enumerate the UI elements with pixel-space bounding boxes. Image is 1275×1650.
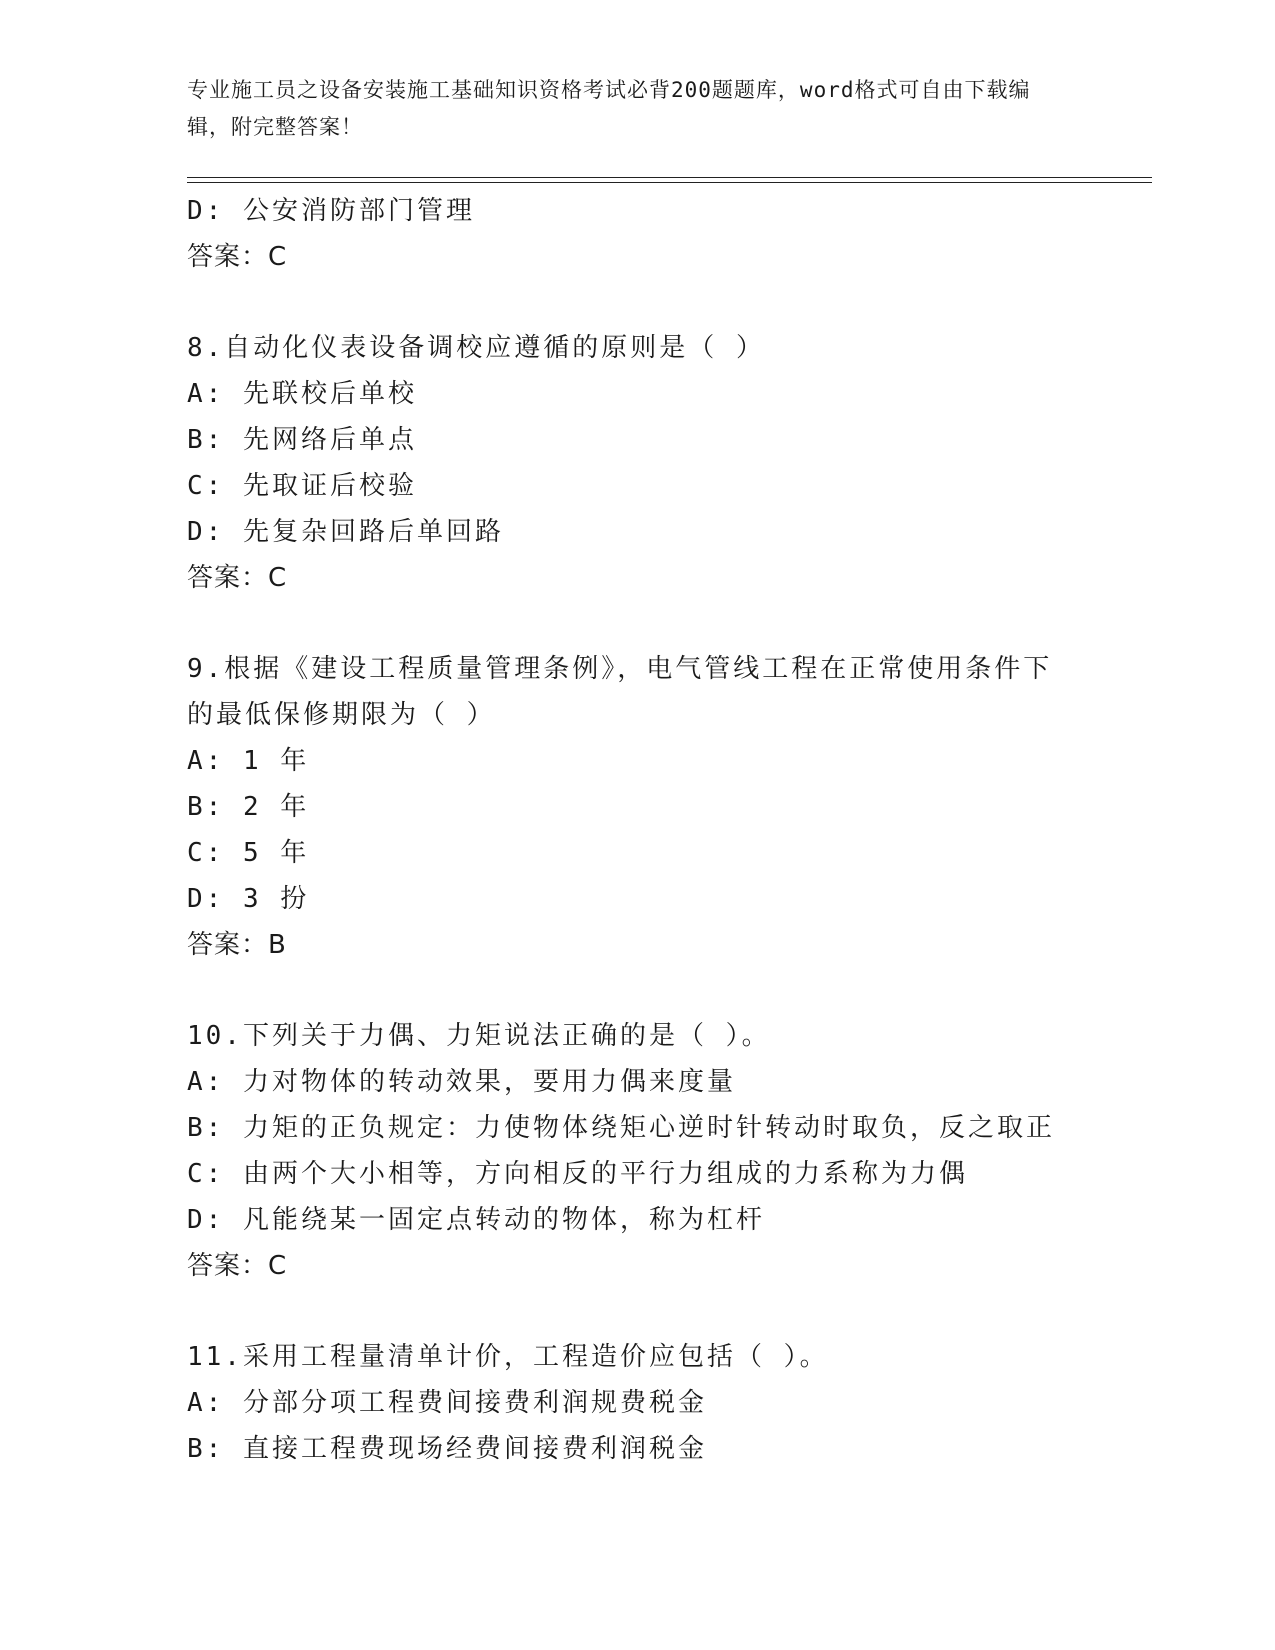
option-d: D: 凡能绕某一固定点转动的物体，称为杠杆 bbox=[187, 1205, 765, 1235]
answer-label: 答案：C bbox=[187, 1251, 288, 1281]
option-c: C: 由两个大小相等，方向相反的平行力组成的力系称为力偶 bbox=[187, 1159, 968, 1189]
option-c: C: 5 年 bbox=[187, 838, 310, 868]
option-b: B: 2 年 bbox=[187, 792, 310, 822]
document-header: 专业施工员之设备安装施工基础知识资格考试必背200题题库，word格式可自由下载编辑，附完整答案！ bbox=[187, 78, 1031, 139]
question-stem: 10.下列关于力偶、力矩说法正确的是（ ）。 bbox=[187, 1021, 771, 1051]
question-stem-line-1: 9.根据《建设工程质量管理条例》，电气管线工程在正常使用条件下 bbox=[187, 654, 1053, 684]
header-divider-top bbox=[187, 177, 1152, 178]
question-stem-line-2: 的最低保修期限为（ ） bbox=[187, 700, 496, 730]
answer-label: 答案：C bbox=[187, 563, 288, 593]
question-stem: 8.自动化仪表设备调校应遵循的原则是（ ） bbox=[187, 333, 765, 363]
question-list bbox=[187, 188, 1147, 1472]
option-d: D: 公安消防部门管理 bbox=[187, 196, 475, 226]
option-b: B: 先网络后单点 bbox=[187, 425, 417, 455]
option-d: D: 3 扮 bbox=[187, 884, 310, 914]
option-a: A: 先联校后单校 bbox=[187, 379, 417, 409]
header-divider-bottom bbox=[187, 182, 1152, 183]
option-c: C: 先取证后校验 bbox=[187, 471, 417, 501]
option-d: D: 先复杂回路后单回路 bbox=[187, 517, 504, 547]
option-b: B: 直接工程费现场经费间接费利润税金 bbox=[187, 1434, 707, 1464]
option-a: A: 力对物体的转动效果，要用力偶来度量 bbox=[187, 1067, 736, 1097]
option-b: B: 力矩的正负规定：力使物体绕矩心逆时针转动时取负，反之取正 bbox=[187, 1113, 1055, 1143]
answer-label: 答案：B bbox=[187, 930, 287, 960]
option-a: A: 分部分项工程费间接费利润规费税金 bbox=[187, 1388, 707, 1418]
option-a: A: 1 年 bbox=[187, 746, 310, 776]
answer-label: 答案：C bbox=[187, 242, 288, 272]
question-stem: 11.采用工程量清单计价，工程造价应包括（ ）。 bbox=[187, 1342, 829, 1372]
